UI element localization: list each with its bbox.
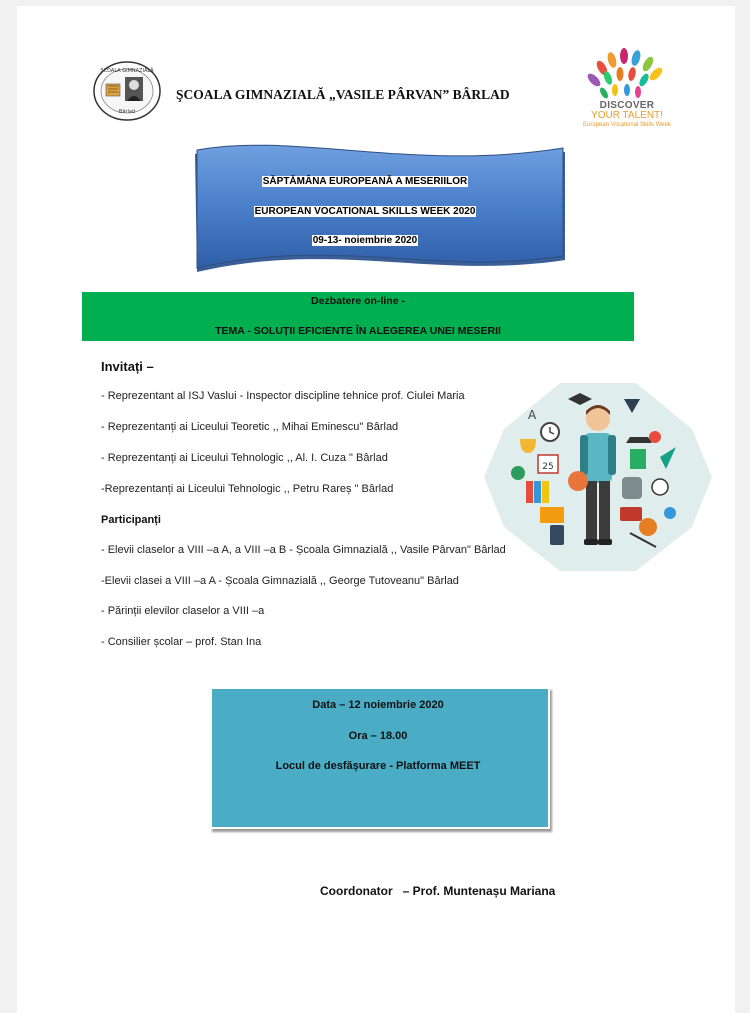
participant-item: - Consilier școlar – prof. Stan Ina xyxy=(101,636,262,648)
invited-item: -Reprezentanți ai Liceului Tehnologic ,, Petru Rareș " Bârlad xyxy=(101,483,394,495)
school-name: ŞCOALA GIMNAZIALĂ „VASILE PÂRVAN” BÂRLAD xyxy=(176,87,510,102)
debate-theme: TEMA - SOLUȚII EFICIENTE ÎN ALEGEREA UNEI MESERII xyxy=(215,325,501,337)
invited-item: - Reprezentanți ai Liceului Tehnologic ,, Al. I. Cuza " Bârlad xyxy=(101,452,388,464)
your-talent-text: YOUR TALENT! xyxy=(591,110,663,121)
school-logo xyxy=(92,60,162,122)
banner-line-3 xyxy=(200,235,530,246)
vocational-week-text: European Vocational Skills Week xyxy=(583,122,671,128)
banner-line-1-text: SĂPTĂMÂNA EUROPEANĂ A MESERIILOR xyxy=(262,176,468,187)
event-date: Data – 12 noiembrie 2020 xyxy=(312,699,444,711)
svg-text:Bârlad: Bârlad xyxy=(118,109,136,115)
invited-heading: Invitați – xyxy=(101,359,154,374)
student-career-illustration xyxy=(480,377,716,577)
banner-line-3-text: 09-13- noiembrie 2020 xyxy=(312,235,418,246)
calendar-number: 25 xyxy=(542,462,554,472)
discover-text: DISCOVER xyxy=(599,100,655,111)
banner-line-2-text: EUROPEAN VOCATIONAL SKILLS WEEK 2020 xyxy=(254,206,476,217)
participant-item: - Părinții elevilor claselor a VIII –a xyxy=(101,605,265,617)
letter-a-glyph: A xyxy=(528,408,537,422)
debate-label: Dezbatere on-line - xyxy=(311,295,405,307)
participant-item: - Elevii claselor a VIII –a A, a VIII –a B - Școala Gimnazială ,, Vasile Pârvan" Bârlad xyxy=(101,544,506,556)
svg-text:ȘCOALA GIMNAZIALĂ: ȘCOALA GIMNAZIALĂ xyxy=(100,68,154,74)
banner-line-2 xyxy=(200,206,530,217)
event-time: Ora – 18.00 xyxy=(348,730,408,742)
invited-item: - Reprezentanți ai Liceului Teoretic ,, Mihai Eminescu" Bârlad xyxy=(101,421,399,433)
coordinator-signature: Coordonator – Prof. Muntenașu Mariana xyxy=(320,884,556,898)
participant-item: -Elevii clasei a VIII –a A - Școala Gimnazială ,, George Tutoveanu" Bârlad xyxy=(101,575,459,587)
invited-item: - Reprezentant al ISJ Vaslui - Inspector discipline tehnice prof. Ciulei Maria xyxy=(101,390,465,402)
participants-heading: Participanți xyxy=(101,514,161,526)
event-location: Locul de desfășurare - Platforma MEET xyxy=(275,760,481,772)
banner-line-1 xyxy=(200,176,530,187)
